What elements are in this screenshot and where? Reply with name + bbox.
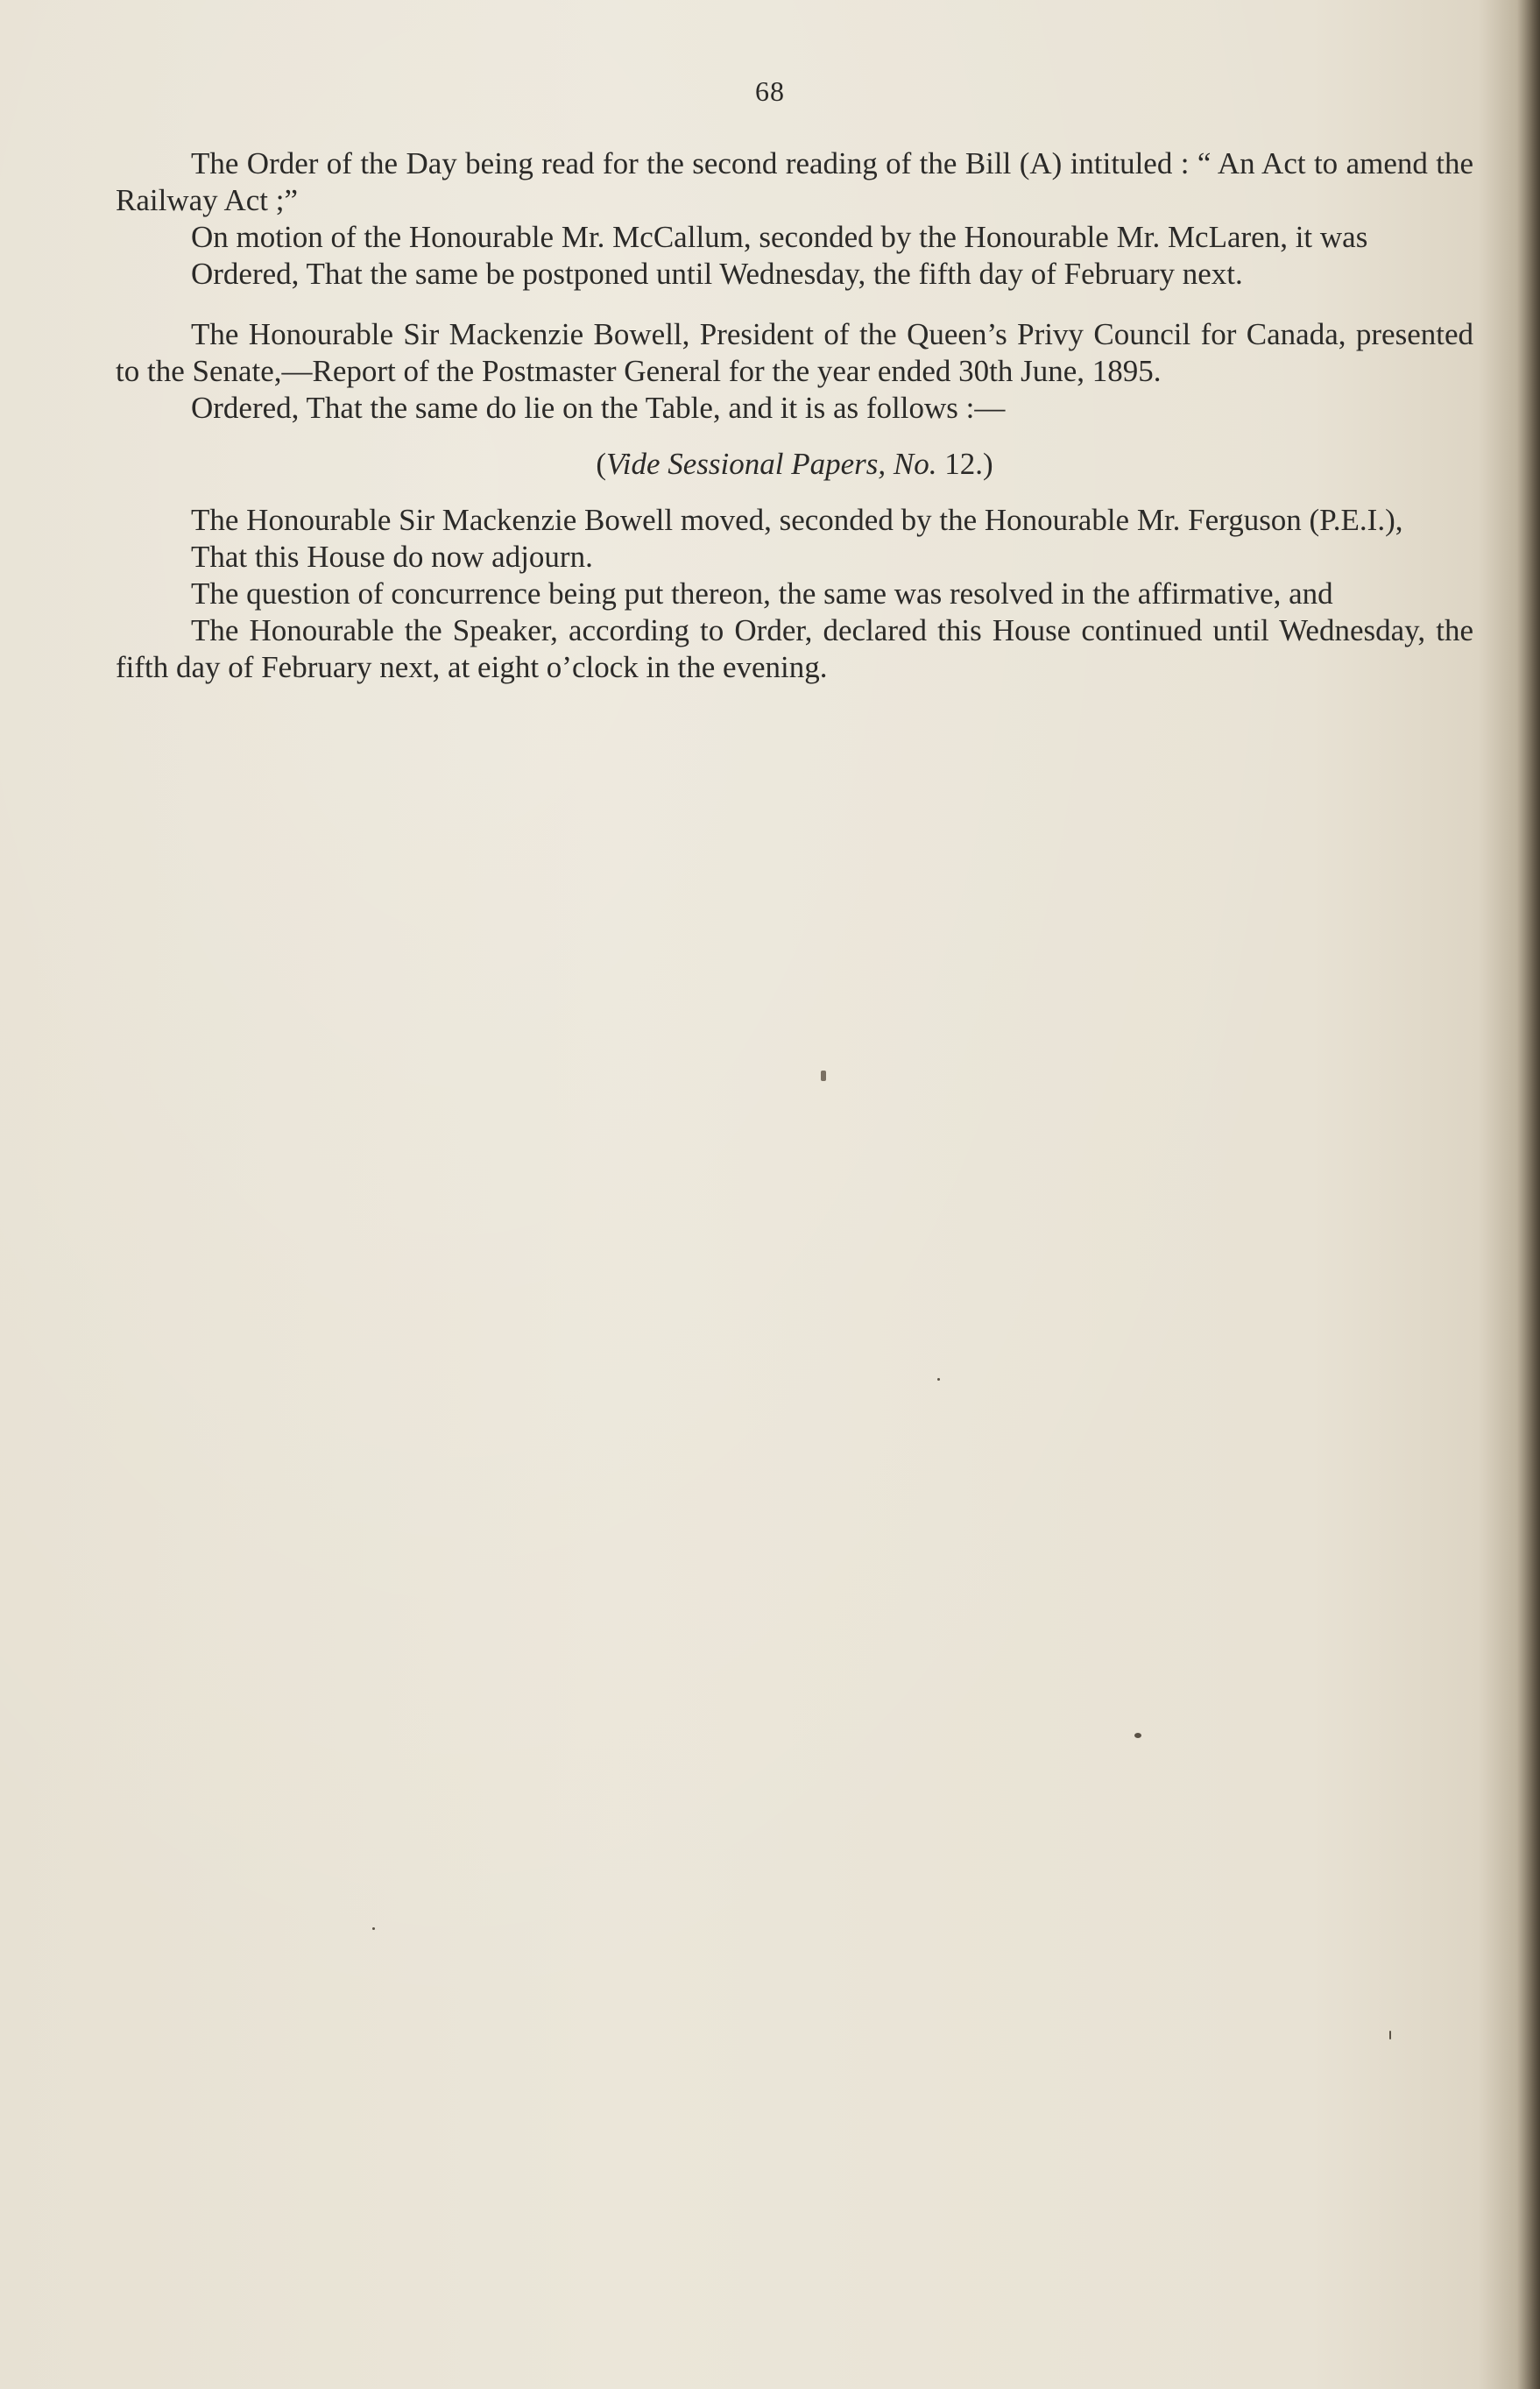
paragraph-concurrence: The question of concurrence being put thereon, the same was resolved in the affirmative, and (191, 576, 1333, 611)
paragraph-report-presented: The Honourable Sir Mackenzie Bowell, President of the Queen’s Privy Council for Canada, presented to the Senate,—Report of the Postmaster General for the year ended 30th June, 1895. (116, 317, 1473, 388)
sessional-papers-reference (116, 446, 1473, 483)
paragraph-speaker-declared: The Honourable the Speaker, according to Order, declared this House continued until Wednesday, the fifth day of February next, at eight o’clock in the evening. (116, 613, 1473, 684)
paragraph-adjourn-motion: The Honourable Sir Mackenzie Bowell moved, seconded by the Honourable Mr. Ferguson (P.E.I.), (191, 503, 1403, 537)
paper-speck (372, 1927, 375, 1930)
paragraph-adjourn: That this House do now adjourn. (191, 540, 593, 574)
paper-speck (821, 1071, 826, 1081)
paper-speck (1134, 1733, 1141, 1738)
reference-close-paren: ) (983, 447, 993, 481)
reference-open-paren: ( (596, 447, 606, 481)
reference-number: 12. (936, 447, 983, 481)
paper-speck (1389, 2031, 1391, 2039)
page-number: 68 (755, 75, 785, 107)
paragraph-second-reading: The Order of the Day being read for the second reading of the Bill (A) intituled : “ An Act to amend the Railway Act ;” (116, 146, 1473, 217)
reference-italic-text: Vide Sessional Papers, No. (605, 447, 937, 481)
paragraph-ordered-table: Ordered, That the same do lie on the Table, and it is as follows :— (191, 391, 1006, 425)
paragraph-ordered-postponed: Ordered, That the same be postponed until Wednesday, the fifth day of February next. (191, 257, 1243, 291)
paragraph-motion: On motion of the Honourable Mr. McCallum, seconded by the Honourable Mr. McLaren, it was (191, 220, 1368, 254)
paper-speck (937, 1378, 940, 1381)
page-edge-shadow (1517, 0, 1540, 2389)
page-body (116, 145, 1473, 686)
